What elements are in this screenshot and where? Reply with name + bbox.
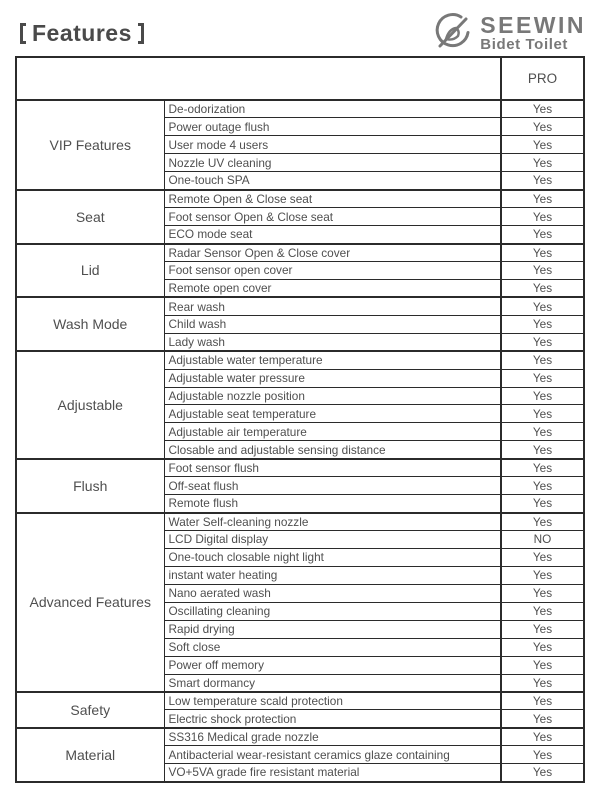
feature-cell: Foot sensor flush (164, 459, 501, 477)
feature-cell: Radar Sensor Open & Close cover (164, 244, 501, 262)
value-cell: Yes (501, 728, 584, 746)
brand-name: SEEWIN (480, 11, 586, 38)
category-cell: Material (16, 728, 164, 782)
value-cell: Yes (501, 351, 584, 369)
value-cell: Yes (501, 674, 584, 692)
table-section (16, 190, 584, 244)
value-cell: Yes (501, 423, 584, 441)
value-cell: Yes (501, 261, 584, 279)
brand-text (480, 11, 586, 54)
table-row (16, 100, 584, 118)
value-cell: Yes (501, 226, 584, 244)
feature-cell: Remote Open & Close seat (164, 190, 501, 208)
feature-cell: Child wash (164, 315, 501, 333)
category-cell: VIP Features (16, 100, 164, 190)
table-section (16, 692, 584, 728)
value-cell: Yes (501, 638, 584, 656)
feature-cell: Foot sensor Open & Close seat (164, 208, 501, 226)
feature-cell: Adjustable air temperature (164, 423, 501, 441)
feature-cell: One-touch SPA (164, 172, 501, 190)
category-cell: Safety (16, 692, 164, 728)
value-cell: Yes (501, 441, 584, 459)
table-header-row (16, 57, 584, 100)
feature-cell: Adjustable seat temperature (164, 405, 501, 423)
value-cell: Yes (501, 746, 584, 764)
feature-cell: Soft close (164, 638, 501, 656)
feature-cell: Adjustable water pressure (164, 369, 501, 387)
value-cell: Yes (501, 692, 584, 710)
value-cell: Yes (501, 333, 584, 351)
table-row (16, 244, 584, 262)
value-cell: Yes (501, 566, 584, 584)
category-cell: Flush (16, 459, 164, 513)
feature-cell: Off-seat flush (164, 477, 501, 495)
feature-cell: Adjustable nozzle position (164, 387, 501, 405)
value-cell: Yes (501, 620, 584, 638)
table-row (16, 459, 584, 477)
feature-cell: Low temperature scald protection (164, 692, 501, 710)
value-cell: NO (501, 531, 584, 549)
value-cell: Yes (501, 477, 584, 495)
category-cell: Advanced Features (16, 513, 164, 692)
value-cell: Yes (501, 154, 584, 172)
value-cell: Yes (501, 208, 584, 226)
value-cell: Yes (501, 602, 584, 620)
table-row (16, 513, 584, 531)
category-cell: Lid (16, 244, 164, 298)
value-cell: Yes (501, 315, 584, 333)
feature-cell: Nozzle UV cleaning (164, 154, 501, 172)
feature-cell: instant water heating (164, 566, 501, 584)
value-cell: Yes (501, 584, 584, 602)
value-cell: Yes (501, 136, 584, 154)
table-row (16, 692, 584, 710)
seewin-logo-icon (430, 10, 476, 56)
value-cell: Yes (501, 297, 584, 315)
value-cell: Yes (501, 459, 584, 477)
table-section (16, 459, 584, 513)
value-cell: Yes (501, 495, 584, 513)
bracket-right-icon (138, 23, 144, 44)
table-section (16, 297, 584, 351)
table-section (16, 513, 584, 692)
table-section (16, 351, 584, 459)
feature-cell: Remote open cover (164, 279, 501, 297)
feature-cell: Lady wash (164, 333, 501, 351)
feature-cell: Power off memory (164, 656, 501, 674)
feature-cell: Antibacterial wear-resistant ceramics glaze containing (164, 746, 501, 764)
table-head (16, 57, 584, 100)
page-header (0, 0, 600, 54)
pro-column-header: PRO (501, 57, 584, 100)
value-cell: Yes (501, 118, 584, 136)
features-table (15, 56, 585, 783)
feature-cell: SS316 Medical grade nozzle (164, 728, 501, 746)
category-cell: Adjustable (16, 351, 164, 459)
feature-cell: Power outage flush (164, 118, 501, 136)
feature-cell: VO+5VA grade fire resistant material (164, 764, 501, 782)
table-section (16, 244, 584, 298)
page-title-text: Features (32, 20, 132, 46)
table-row (16, 728, 584, 746)
feature-cell: Water Self-cleaning nozzle (164, 513, 501, 531)
feature-cell: Smart dormancy (164, 674, 501, 692)
table-row (16, 297, 584, 315)
value-cell: Yes (501, 190, 584, 208)
value-cell: Yes (501, 279, 584, 297)
feature-cell: Electric shock protection (164, 710, 501, 728)
value-cell: Yes (501, 100, 584, 118)
value-cell: Yes (501, 513, 584, 531)
value-cell: Yes (501, 172, 584, 190)
value-cell: Yes (501, 764, 584, 782)
feature-cell: Foot sensor open cover (164, 261, 501, 279)
value-cell: Yes (501, 656, 584, 674)
value-cell: Yes (501, 548, 584, 566)
feature-cell: ECO mode seat (164, 226, 501, 244)
feature-cell: LCD Digital display (164, 531, 501, 549)
value-cell: Yes (501, 710, 584, 728)
feature-cell: Remote flush (164, 495, 501, 513)
feature-cell: De-odorization (164, 100, 501, 118)
value-cell: Yes (501, 405, 584, 423)
brand-logo (430, 10, 586, 56)
category-cell: Seat (16, 190, 164, 244)
category-cell: Wash Mode (16, 297, 164, 351)
table-row (16, 351, 584, 369)
header-empty-cell (16, 57, 501, 100)
table-section (16, 728, 584, 782)
feature-cell: One-touch closable night light (164, 548, 501, 566)
feature-cell: Rear wash (164, 297, 501, 315)
value-cell: Yes (501, 387, 584, 405)
feature-cell: Rapid drying (164, 620, 501, 638)
feature-cell: Adjustable water temperature (164, 351, 501, 369)
table-row (16, 190, 584, 208)
feature-cell: Nano aerated wash (164, 584, 501, 602)
feature-cell: Closable and adjustable sensing distance (164, 441, 501, 459)
table-section (16, 100, 584, 190)
page-title (20, 20, 144, 47)
feature-cell: User mode 4 users (164, 136, 501, 154)
feature-cell: Oscillating cleaning (164, 602, 501, 620)
value-cell: Yes (501, 244, 584, 262)
bracket-left-icon (20, 23, 26, 44)
value-cell: Yes (501, 369, 584, 387)
brand-tagline: Bidet Toilet (480, 36, 569, 54)
